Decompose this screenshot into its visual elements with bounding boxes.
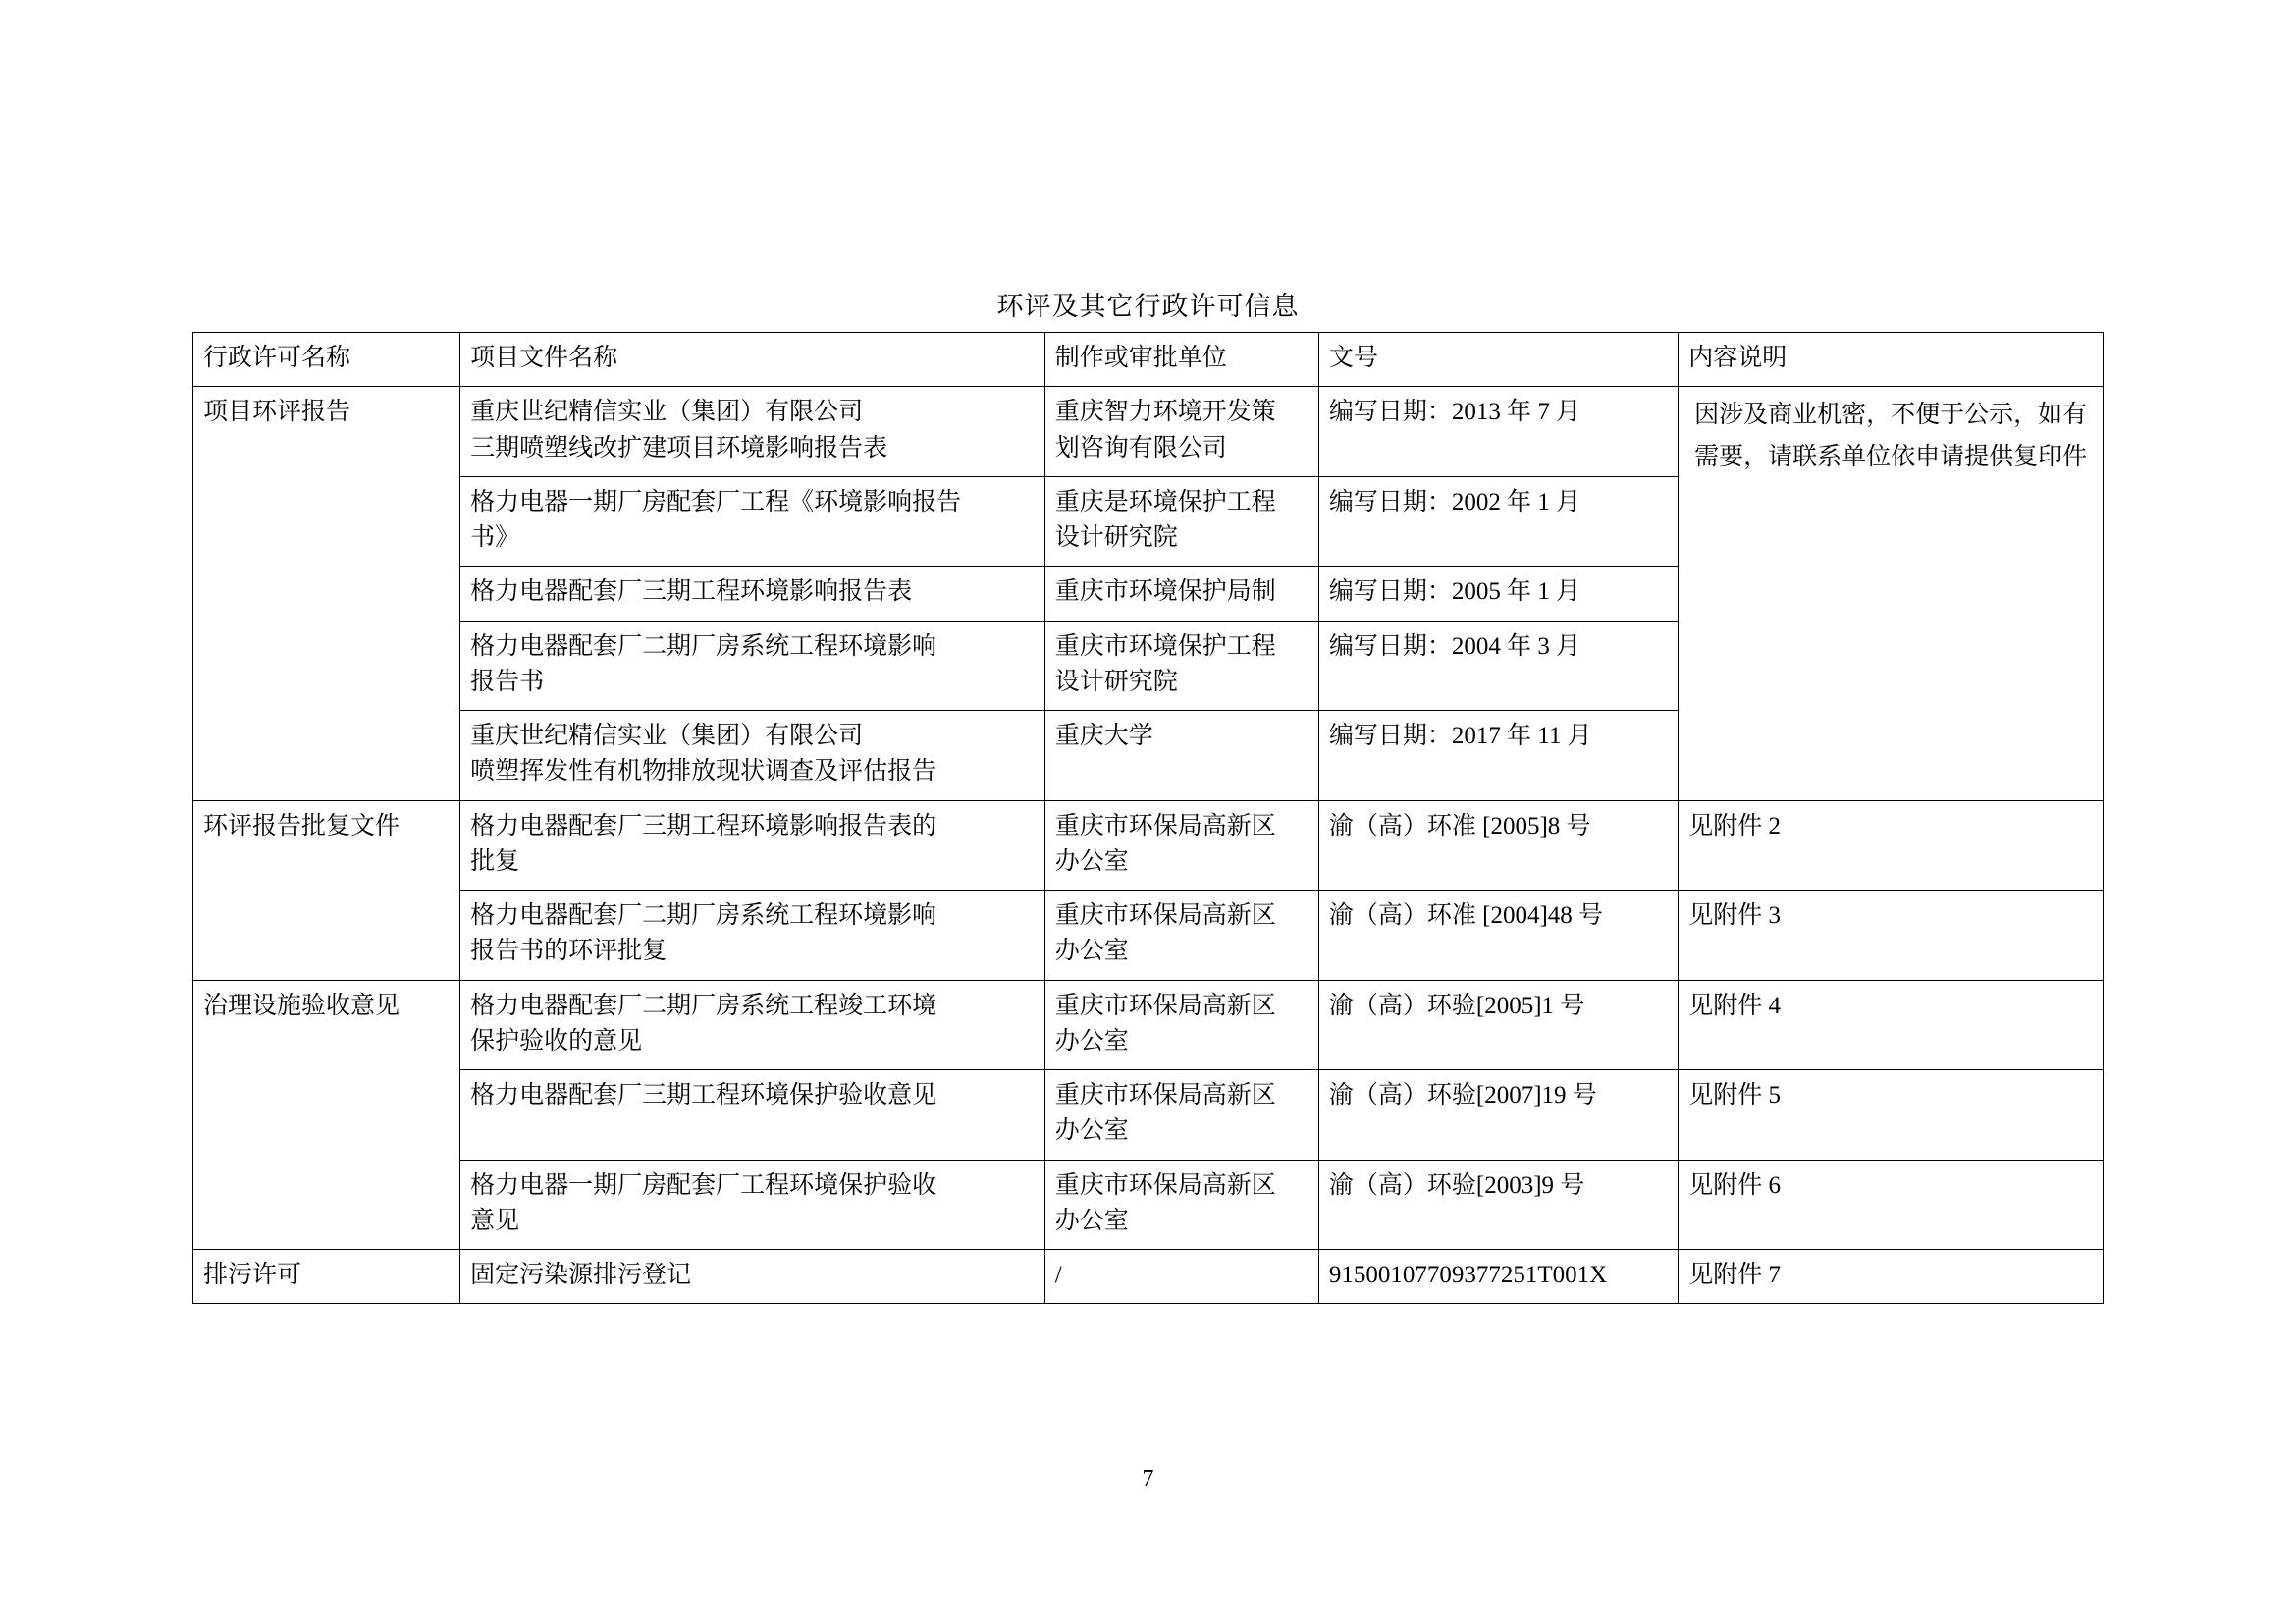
doc-no-cell: 渝（高）环准 [2005]8 号 <box>1318 800 1678 891</box>
doc-no-cell: 渝（高）环准 [2004]48 号 <box>1318 891 1678 981</box>
doc-no-cell: 91500107709377251T001X <box>1318 1250 1678 1304</box>
unit-cell: / <box>1044 1250 1318 1304</box>
unit-line2: 办公室 <box>1054 1027 1129 1055</box>
doc-no-cell: 编写日期：2004 年 3 月 <box>1318 621 1678 711</box>
file-name-cell: 格力电器配套厂三期工程环境影响报告表 <box>460 567 1045 621</box>
file-name-line2: 意见 <box>470 1207 520 1234</box>
unit-line1: 重庆是环境保护工程 <box>1054 488 1276 515</box>
doc-no-cell: 编写日期：2017 年 11 月 <box>1318 711 1678 801</box>
unit-line1: 重庆市环保局高新区 <box>1054 1171 1276 1199</box>
unit-line1: 重庆市环保局高新区 <box>1054 1082 1276 1109</box>
file-name-line2: 书》 <box>470 524 520 551</box>
table-header-row <box>193 333 2104 387</box>
file-name-line2: 三期喷塑线改扩建项目环境影响报告表 <box>470 434 888 461</box>
description-cell: 见附件 3 <box>1679 891 2104 981</box>
unit-line1: 重庆市环保局高新区 <box>1054 902 1276 929</box>
file-name-line1: 重庆世纪精信实业（集团）有限公司 <box>470 723 864 749</box>
description-cell: 见附件 6 <box>1679 1160 2104 1250</box>
file-name-cell <box>460 621 1045 711</box>
unit-cell <box>1044 891 1318 981</box>
group-label-environmental-report: 项目环评报告 <box>193 387 460 800</box>
description-cell: 因涉及商业机密，不便于公示，如有需要，请联系单位依申请提供复印件 <box>1679 387 2104 800</box>
file-name-line2: 批复 <box>470 847 520 875</box>
table-row <box>193 1070 2104 1161</box>
file-name-cell: 固定污染源排污登记 <box>460 1250 1045 1304</box>
group-label-approval-documents: 环评报告批复文件 <box>193 800 460 980</box>
column-header-doc-no: 文号 <box>1318 333 1678 387</box>
unit-cell <box>1044 476 1318 567</box>
unit-cell <box>1044 621 1318 711</box>
file-name-cell: 格力电器配套厂三期工程环境保护验收意见 <box>460 1070 1045 1161</box>
file-name-cell <box>460 476 1045 567</box>
doc-no-cell: 编写日期：2005 年 1 月 <box>1318 567 1678 621</box>
table-row <box>193 1250 2104 1304</box>
unit-cell <box>1044 387 1318 477</box>
file-name-line1: 格力电器一期厂房配套厂工程《环境影响报告 <box>470 488 962 515</box>
column-header-unit: 制作或审批单位 <box>1044 333 1318 387</box>
file-name-line1: 格力电器一期厂房配套厂工程环境保护验收 <box>470 1171 937 1199</box>
file-name-line1: 格力电器配套厂二期厂房系统工程竣工环境 <box>470 992 937 1019</box>
file-name-line1: 格力电器配套厂三期工程环境影响报告表的 <box>470 812 937 839</box>
column-header-permit-name: 行政许可名称 <box>193 333 460 387</box>
doc-no-cell: 渝（高）环验[2003]9 号 <box>1318 1160 1678 1250</box>
unit-cell: 重庆大学 <box>1044 711 1318 801</box>
unit-cell <box>1044 1070 1318 1161</box>
table-row <box>193 980 2104 1070</box>
description-cell: 见附件 4 <box>1679 980 2104 1070</box>
file-name-line2: 报告书 <box>470 668 545 695</box>
file-name-cell <box>460 980 1045 1070</box>
unit-cell: 重庆市环境保护局制 <box>1044 567 1318 621</box>
unit-line1: 重庆智力环境开发策 <box>1054 399 1276 426</box>
file-name-line2: 报告书的环评批复 <box>470 938 667 965</box>
unit-line2: 办公室 <box>1054 1207 1129 1234</box>
table-row <box>193 800 2104 891</box>
group-label-discharge-permit: 排污许可 <box>193 1250 460 1304</box>
file-name-cell <box>460 891 1045 981</box>
unit-cell <box>1044 1160 1318 1250</box>
file-name-line1: 格力电器配套厂二期厂房系统工程环境影响 <box>470 902 937 929</box>
column-header-description: 内容说明 <box>1679 333 2104 387</box>
unit-line1: 重庆市环保局高新区 <box>1054 812 1276 839</box>
unit-line2: 设计研究院 <box>1054 668 1178 695</box>
unit-line1: 重庆市环境保护工程 <box>1054 632 1276 660</box>
file-name-line1: 格力电器配套厂二期厂房系统工程环境影响 <box>470 632 937 660</box>
doc-no-cell: 渝（高）环验[2007]19 号 <box>1318 1070 1678 1161</box>
unit-line1: 重庆市环保局高新区 <box>1054 992 1276 1019</box>
file-name-cell <box>460 711 1045 801</box>
description-cell: 见附件 5 <box>1679 1070 2104 1161</box>
doc-no-cell: 渝（高）环验[2005]1 号 <box>1318 980 1678 1070</box>
file-name-cell <box>460 1160 1045 1250</box>
doc-no-cell: 编写日期：2002 年 1 月 <box>1318 476 1678 567</box>
unit-line2: 设计研究院 <box>1054 524 1178 551</box>
file-name-line2: 喷塑挥发性有机物排放现状调查及评估报告 <box>470 758 937 785</box>
column-header-file-name: 项目文件名称 <box>460 333 1045 387</box>
table-row <box>193 387 2104 477</box>
unit-line2: 办公室 <box>1054 847 1129 875</box>
page-title: 环评及其它行政许可信息 <box>996 292 1300 321</box>
file-name-line2: 保护验收的意见 <box>470 1027 643 1055</box>
unit-cell <box>1044 800 1318 891</box>
doc-no-cell: 编写日期：2013 年 7 月 <box>1318 387 1678 477</box>
table-row <box>193 891 2104 981</box>
file-name-cell <box>460 800 1045 891</box>
file-name-cell <box>460 387 1045 477</box>
unit-cell <box>1044 980 1318 1070</box>
unit-line2: 办公室 <box>1054 938 1129 965</box>
table-row <box>193 1160 2104 1250</box>
permit-information-table <box>192 332 2104 1304</box>
unit-line2: 划咨询有限公司 <box>1054 434 1227 461</box>
description-cell: 见附件 7 <box>1679 1250 2104 1304</box>
page-number: 7 <box>1142 1466 1154 1491</box>
group-label-acceptance-opinions: 治理设施验收意见 <box>193 980 460 1250</box>
unit-line2: 办公室 <box>1054 1117 1129 1145</box>
description-cell: 见附件 2 <box>1679 800 2104 891</box>
file-name-line1: 重庆世纪精信实业（集团）有限公司 <box>470 399 864 426</box>
